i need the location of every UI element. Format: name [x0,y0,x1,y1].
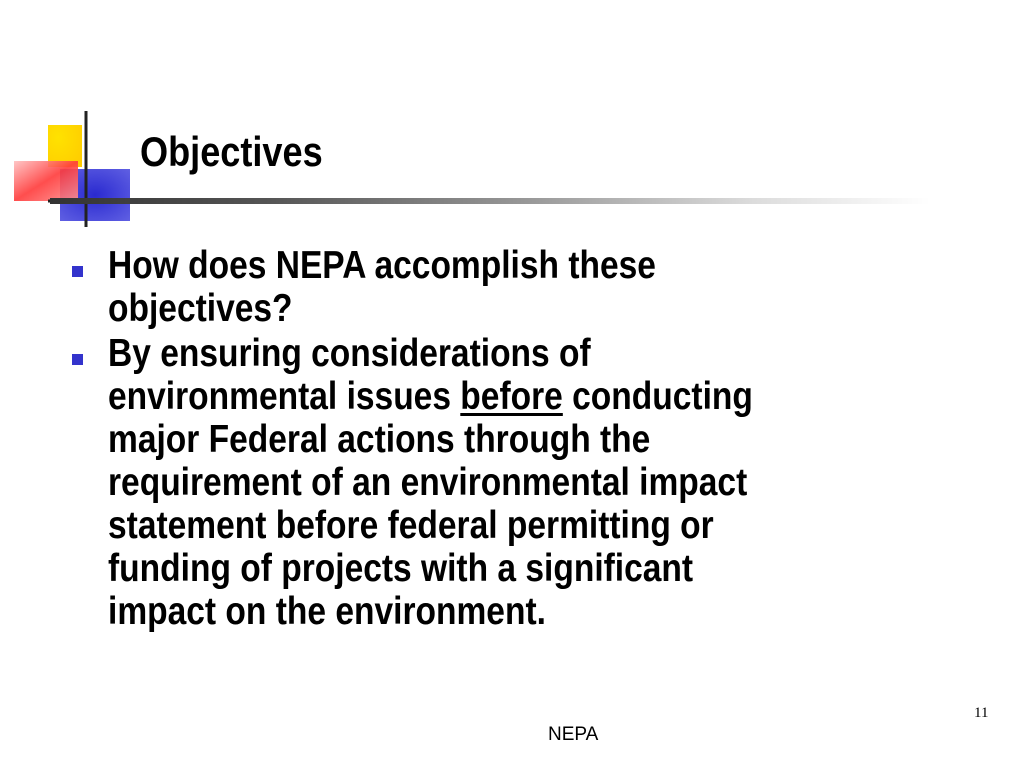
bullet-item [0,244,1024,330]
page-number: 11 [974,705,989,721]
slide-title: Objectives [140,128,323,175]
bullet-line: major Federal actions through the [108,418,651,461]
bullet-line: statement before federal permitting or [108,504,714,547]
red-square [14,161,78,201]
bullet-line: objectives? [108,287,293,330]
bullet-item [0,332,1024,633]
footer-text: NEPA [548,724,599,745]
decorative-logo-squares [0,105,140,230]
bullet-list [0,244,1024,635]
bullet-line: requirement of an environmental impact [108,461,748,504]
bullet-line: How does NEPA accomplish these [108,244,656,287]
bullet-line: funding of projects with a significant [108,547,694,590]
bullet-segment: environmental issues [108,375,461,418]
yellow-square [48,125,82,167]
bullet-line: By ensuring considerations of [108,332,591,375]
title-divider [50,198,930,204]
bullet-segment: conducting [562,375,753,418]
bullet-text [108,332,865,633]
emphasis-underlined: before [460,375,563,418]
bullet-square-icon [72,354,83,365]
bullet-text [108,244,865,330]
bullet-line: impact on the environment. [108,590,546,633]
bullet-square-icon [72,266,83,277]
